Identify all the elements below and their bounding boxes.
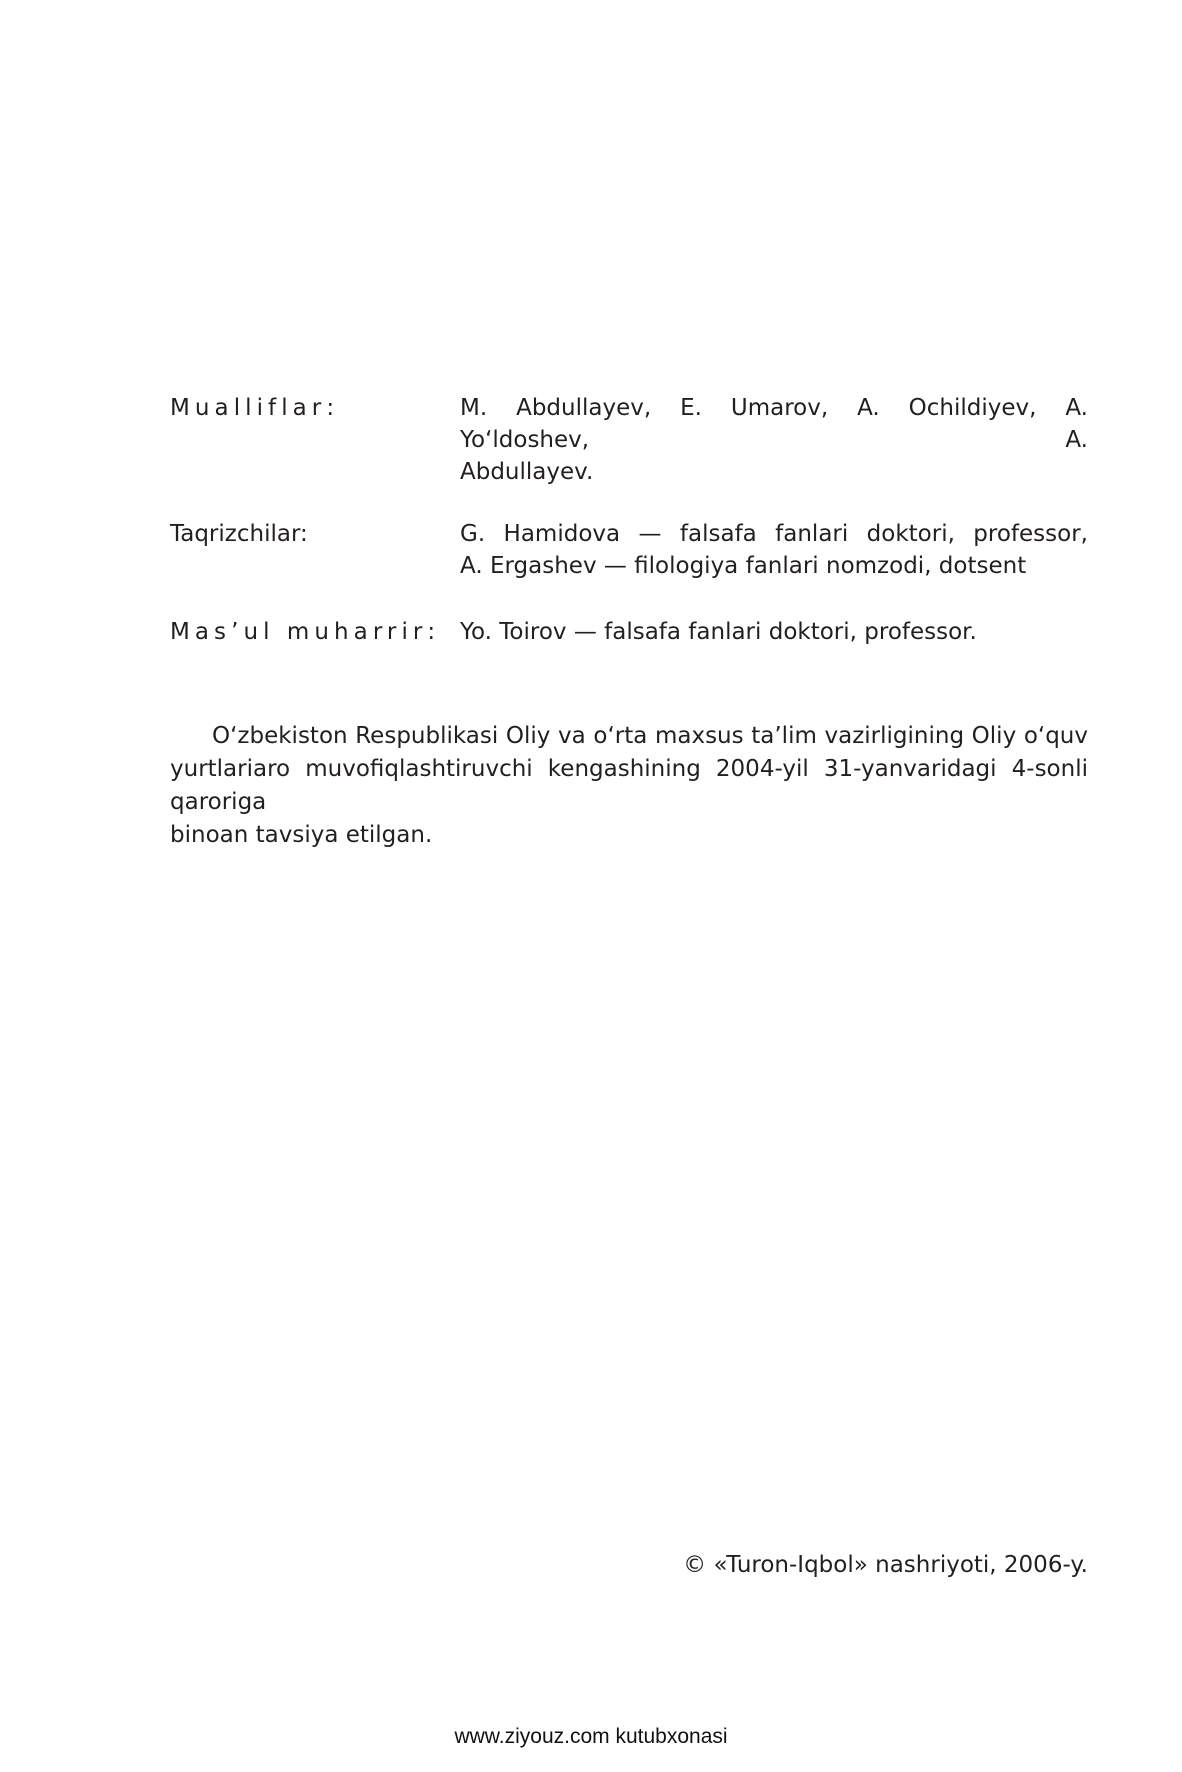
authors-value: [460, 392, 1088, 488]
approval-line: binoan tavsiya etilgan.: [170, 822, 433, 848]
editor-line: Yo. Toirov — falsafa fanlari doktori, professor.: [460, 619, 977, 645]
credits-block: [170, 392, 1088, 648]
editor-label: Mas’ul muharrir:: [170, 619, 436, 645]
approval-paragraph: [170, 720, 1088, 852]
reviewer-line: G. Hamidova — falsafa fanlari doktori, professor,: [460, 521, 1088, 547]
reviewers-value: [460, 518, 1088, 582]
reviewers-label: Taqrizchilar:: [170, 521, 308, 547]
authors-row: [170, 392, 1088, 488]
editor-row: [170, 616, 1088, 648]
authors-label: Mualliflar:: [170, 395, 335, 421]
approval-line: yurtlariaro muvofiqlashtiruvchi kengashining 2004-yil 31-yanvaridagi 4-sonli qaroriga: [170, 756, 1088, 815]
authors-line: M. Abdullayev, E. Umarov, A. Ochildiyev, A. Yo‘ldoshev, A.: [460, 395, 1088, 453]
reviewers-row: [170, 518, 1088, 582]
watermark-text: www.ziyouz.com kutubxonasi: [454, 1725, 728, 1748]
editor-value: [460, 616, 1088, 648]
reviewer-line: A. Ergashev — filologiya fanlari nomzodi, dotsent: [460, 553, 1027, 579]
authors-line: Abdullayev.: [460, 459, 594, 485]
copyright-notice: © «Turon-Iqbol» nashriyoti, 2006-y.: [683, 1552, 1088, 1578]
approval-line: O‘zbekiston Respublikasi Oliy va o‘rta maxsus ta’lim vazirligining Oliy o‘quv: [212, 723, 1088, 749]
